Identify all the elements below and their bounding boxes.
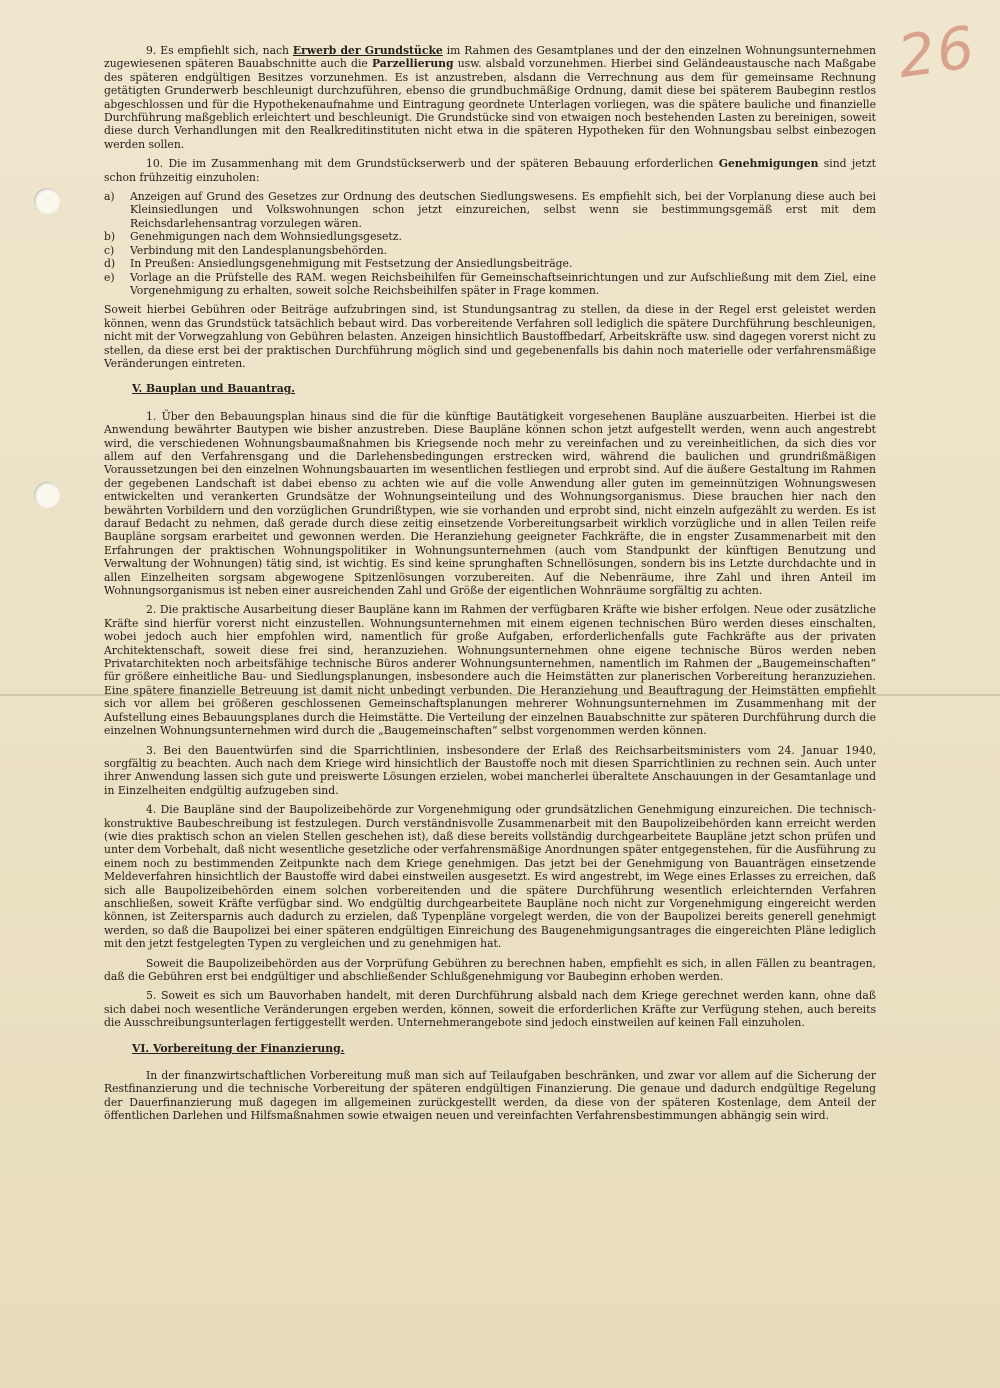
list-item: e) Vorlage an die Prüfstelle des RAM. wegen Reichsbeihilfen für Gemeinschaftseinrichtungen und zur Aufschließung mit dem Ziel, eine Vorgenehmigung zu erhalten, soweit solche Reichsbeihilfen später in Frage kommen. [104, 270, 876, 297]
approval-list [104, 190, 876, 297]
paragraph-9: 9. Es empfiehlt sich, nach Erwerb der Grundstücke im Rahmen des Gesamtplanes und der den einzelnen Wohnungsunternehmen zugewiesenen späteren Bauabschnitte auch die Parzellierung usw. alsbald vorzunehmen. Hierbei sind Geländeaustausche nach Maßgabe des späteren endgültigen Besitzes vorzunehmen. Es ist anzustreben, alsdann die Verrechnung aus dem für gemeinsame Rechnung getätigten Grunderwerb beschleunigt durchzuführen, ebenso die grundbuchmäßige Ordnung, damit diese bei späterem Baubeginn restlos abgeschlossen und für die Hypothekenaufnahme und Eintragung geordnete Unterlagen vorliegen, was die spätere bauliche und finanzielle Durchführung maßgeblich erleichtert und beschleunigt. Die Grundstücke sind von etwaigen noch bestehenden Lasten zu bereinigen, soweit diese durch Verhandlungen mit den Realkreditinstituten nicht etwa in die späteren Hypotheken für den Wohnungsbau selbst einbezogen werden sollen. [104, 44, 877, 151]
paragraph-10: 10. Die im Zusammenhang mit dem Grundstückserwerb und der späteren Bebauung erforderlichen Genehmigungen sind jetzt schon frühzeitig einzuholen: [104, 157, 876, 184]
punch-hole-top [34, 188, 60, 214]
paragraph-v-3: 3. Bei den Bauentwürfen sind die Sparrichtlinien, insbesondere der Erlaß des Reichsarbeitsministers vom 24. Januar 1940, sorgfältig zu beachten. Auch nach dem Kriege wird hinsichtlich der Baustoffe noch mit diesen Sparrichtlinien zu rechnen sein. Auch unter ihrer Anwendung lassen sich gute und preiswerte Lösungen erzielen, wobei mancherlei überaltete Anschauungen in der Gesamtanlage und in Einzelheiten endgültig aufzugeben sind. [104, 743, 876, 797]
emphasis-grunderwerb: Erwerb der Grundstücke [292, 44, 443, 57]
document-body [104, 44, 876, 1129]
list-item: d) In Preußen: Ansiedlungsgenehmigung mit Festsetzung der Ansiedlungsbeiträge. [104, 257, 573, 271]
paragraph-fees: Soweit hierbei Gebühren oder Beiträge aufzubringen sind, ist Stundungsantrag zu stellen, da diese in der Regel erst geleistet werden können, wenn das Grundstück tatsächlich bebaut wird. Das vorbereitende Verfahren soll lediglich die spätere Durchführung beschleunigen, nicht mit der Vorwegzahlung von Gebühren belasten. Anzeigen hinsichtlich Baustoffbedarf, Arbeitskräfte usw. sind dagegen vorerst nicht zu stellen, da diese erst bei der praktischen Durchführung möglich sind und gegebenenfalls bis dahin noch materielle oder verfahrensmäßige Veränderungen eintreten. [104, 303, 876, 370]
paragraph-v-4: 4. Die Baupläne sind der Baupolizeibehörde zur Vorgenehmigung oder grundsätzlichen Genehmigung einzureichen. Die technisch-konstruktive Baubeschreibung ist festzulegen. Durch verständnisvolle Zusammenarbeit mit den Baupolizeibehörden kann erreicht werden (wie dies praktisch schon an vielen Stellen geschehen ist), daß diese bereits vollständig durchgearbeitete Baupläne jetzt schon prüfen und unter dem Vorbehalt, daß nicht wesentliche gesetzliche oder verfahrensmäßige Anordnungen später entgegenstehen, für die Ausführung zu einem noch zu bestimmenden Zeitpunkte nach dem Kriege genehmigen. Das jetzt bei der Genehmigung von Bauanträgen einsetzende Meldeverfahren hinsichtlich der Baustoffe wird dabei einstweilen ausgesetzt. Es wird angestrebt, im Wege eines Erlasses zu erreichen, daß sich alle Baupolizeibehörden einem solchen vorbereitenden und die spätere Durchführung wesentlich erleichternden Verfahren anschließen, soweit Kräfte verfügbar sind. Wo endgültig durchgearbeitete Baupläne noch nicht zur Vorgenehmigung eingereicht werden können, ist Zeitersparnis auch dadurch zu erzielen, daß Typenpläne vorgelegt werden, die von der Baupolizei bereits generell genehmigt werden, so daß die Baupolizei bei einer späteren endgültigen Einreichung des Baugenehmigungsantrages die eingereichten Pläne lediglich mit den jetzt festgelegten Typen zu vergleichen und zu genehmigen hat. [104, 803, 876, 951]
handwritten-page-number: 26 [893, 12, 981, 92]
paragraph-v-4b: Soweit die Baupolizeibehörden aus der Vorprüfung Gebühren zu berechnen haben, empfiehlt es sich, in allen Fällen zu beantragen, daß die Gebühren erst bei endgültiger und abschließender Schlußgenehmigung vor Baubeginn erhoben werden. [104, 956, 876, 983]
list-item: c) Verbindung mit den Landesplanungsbehörden. [104, 243, 388, 257]
section-heading-vi: VI. Vorbereitung der Finanzierung. [132, 1041, 345, 1055]
emphasis-parzellierung: Parzellierung [371, 57, 454, 71]
section-heading-v: V. Bauplan und Bauantrag. [132, 382, 296, 396]
list-item: a) Anzeigen auf Grund des Gesetzes zur Ordnung des deutschen Siedlungswesens. Es empfiehlt sich, bei der Vorplanung diese auch bei Kleinsiedlungen und Volkswohnungen schon jetzt einzureichen, selbst wenn sie bestimmungsgemäß erst mit dem Reichsdarlehensantrag vorzulegen wären. [104, 190, 876, 230]
paragraph-v-5: 5. Soweit es sich um Bauvorhaben handelt, mit deren Durchführung alsbald nach dem Kriege gerechnet werden kann, ohne daß sich dabei noch wesentliche Veränderungen ergeben werden, können, soweit die erforderlichen Kräfte zur Verfügung stehen, auch bereits die Ausschreibungsunterlagen fertiggestellt werden. Unternehmerangebote sind jedoch einstweilen auf keinen Fall einzuholen. [104, 989, 876, 1030]
emphasis-genehmigungen: Genehmigungen [718, 157, 819, 171]
paragraph-v-1: 1. Über den Bebauungsplan hinaus sind die für die künftige Bautätigkeit vorgesehenen Baupläne auszuarbeiten. Hierbei ist die Anwendung bewährter Bautypen wie bisher anzustreben. Diese Baupläne können schon jetzt aufgestellt werden, wenn auch angestrebt wird, die verschiedenen Wohnungsbaumaßnahmen bis Kriegsende noch mehr zu vereinfachen und zu vereinheitlichen, da sich dies vor allem auf den Verfahrensgang und die Darlehensbedingungen erstrecken wird, während die baulichen und grundrißmäßigen Voraussetzungen bei den einzelnen Wohnungsbauarten im wesentlichen festliegen und erprobt sind. Auf die äußere Gestaltung im Rahmen der gegebenen Landschaft ist dabei ebenso zu achten wie auf die volle Anwendung aller guten im gemeinnützigen Wohnungswesen entwickelten und verankerten Grundsätze der Wohnungseinteilung und des Wohnungsorganismus. Diese brauchen hier nach den bewährten Vorbildern und den vorzüglichen Grundrißtypen, wie sie vorhanden und erprobt sind, nicht einzeln aufgezählt zu werden. Es ist darauf Bedacht zu nehmen, daß gerade durch diese zeitig einsetzende Vorbereitungsarbeit wirklich vorzügliche und in allen Teilen reife Baupläne sorgsam erarbeitet und gewonnen werden. Die Heranziehung geeigneter Fachkräfte, die in engster Zusammenarbeit mit den Erfahrungen der praktischen Wohnungspolitiker in Wohnungsunternehmen (auch vom Standpunkt der künftigen Benutzung und Verwaltung der Wohnungen) tätig sind, ist wichtig. Es sind keine sprunghaften Schnellösungen, sondern bis ins Letzte durchdachte und in allen Einzelheiten sorgsam abgewogene Spitzenlösungen vorzubereiten. Auf die Nebenräume, ihre Zahl und ihren Anteil im Wohnungsorganismus ist neben einer ausreichenden Zahl und Größe der eigentlichen Wohnräume sorgfältig zu achten. [104, 409, 876, 598]
paragraph-vi-1: In der finanzwirtschaftlichen Vorbereitung muß man sich auf Teilaufgaben beschränken, und zwar vor allem auf die Sicherung der Restfinanzierung und die technische Vorbereitung der späteren endgültigen Finanzierung. Die genaue und dadurch endgültige Regelung der Dauerfinanzierung muß dagegen im allgemeinen zurückgestellt werden, da diese von der späteren Kostenlage, dem Anteil der öffentlichen Darlehen und Hilfsmaßnahmen sowie etwaigen neuen und vereinfachten Verfahrensbestimmungen abhängig sein wird. [104, 1069, 876, 1123]
paragraph-v-2: 2. Die praktische Ausarbeitung dieser Baupläne kann im Rahmen der verfügbaren Kräfte wie bisher erfolgen. Neue oder zusätzliche Kräfte sind hierfür vorerst nicht einzustellen. Wohnungsunternehmen mit einem eigenen technischen Büro werden dieses einschalten, wobei jedoch auch hier empfohlen wird, namentlich für große Aufgaben, erforderlichenfalls gute Fachkräfte aus der privaten Architektenschaft, soweit diese frei sind, heranzuziehen. Wohnungsunternehmen ohne eigene technische Büros werden neben Privatarchitekten noch arbeitsfähige technische Büros anderer Wohnungsunternehmen, namentlich im Rahmen der „Baugemeinschaften“ für größere einheitliche Bau- und Siedlungsplanungen, insbesondere auch die Heimstätten zur planerischen Vorbereitung heranzuziehen. Eine spätere finanzielle Betreuung ist damit nicht unbedingt verbunden. Die Heranziehung und Beauftragung der Heimstätten empfiehlt sich vor allem bei größeren geschlossenen Gemeinschaftsplanungen mehrerer Wohnungsunternehmen im Zusammenhang mit der Aufstellung eines Bebauungsplanes durch die Heimstätte. Die Verteilung der einzelnen Bauabschnitte zur späteren Durchführung durch die einzelnen Wohnungsunternehmen wird durch die „Baugemeinschaften“ selbst vorgenommen werden können. [104, 603, 876, 738]
punch-hole-bottom [34, 482, 60, 508]
list-item: b) Genehmigungen nach dem Wohnsiedlungsgesetz. [104, 230, 402, 244]
